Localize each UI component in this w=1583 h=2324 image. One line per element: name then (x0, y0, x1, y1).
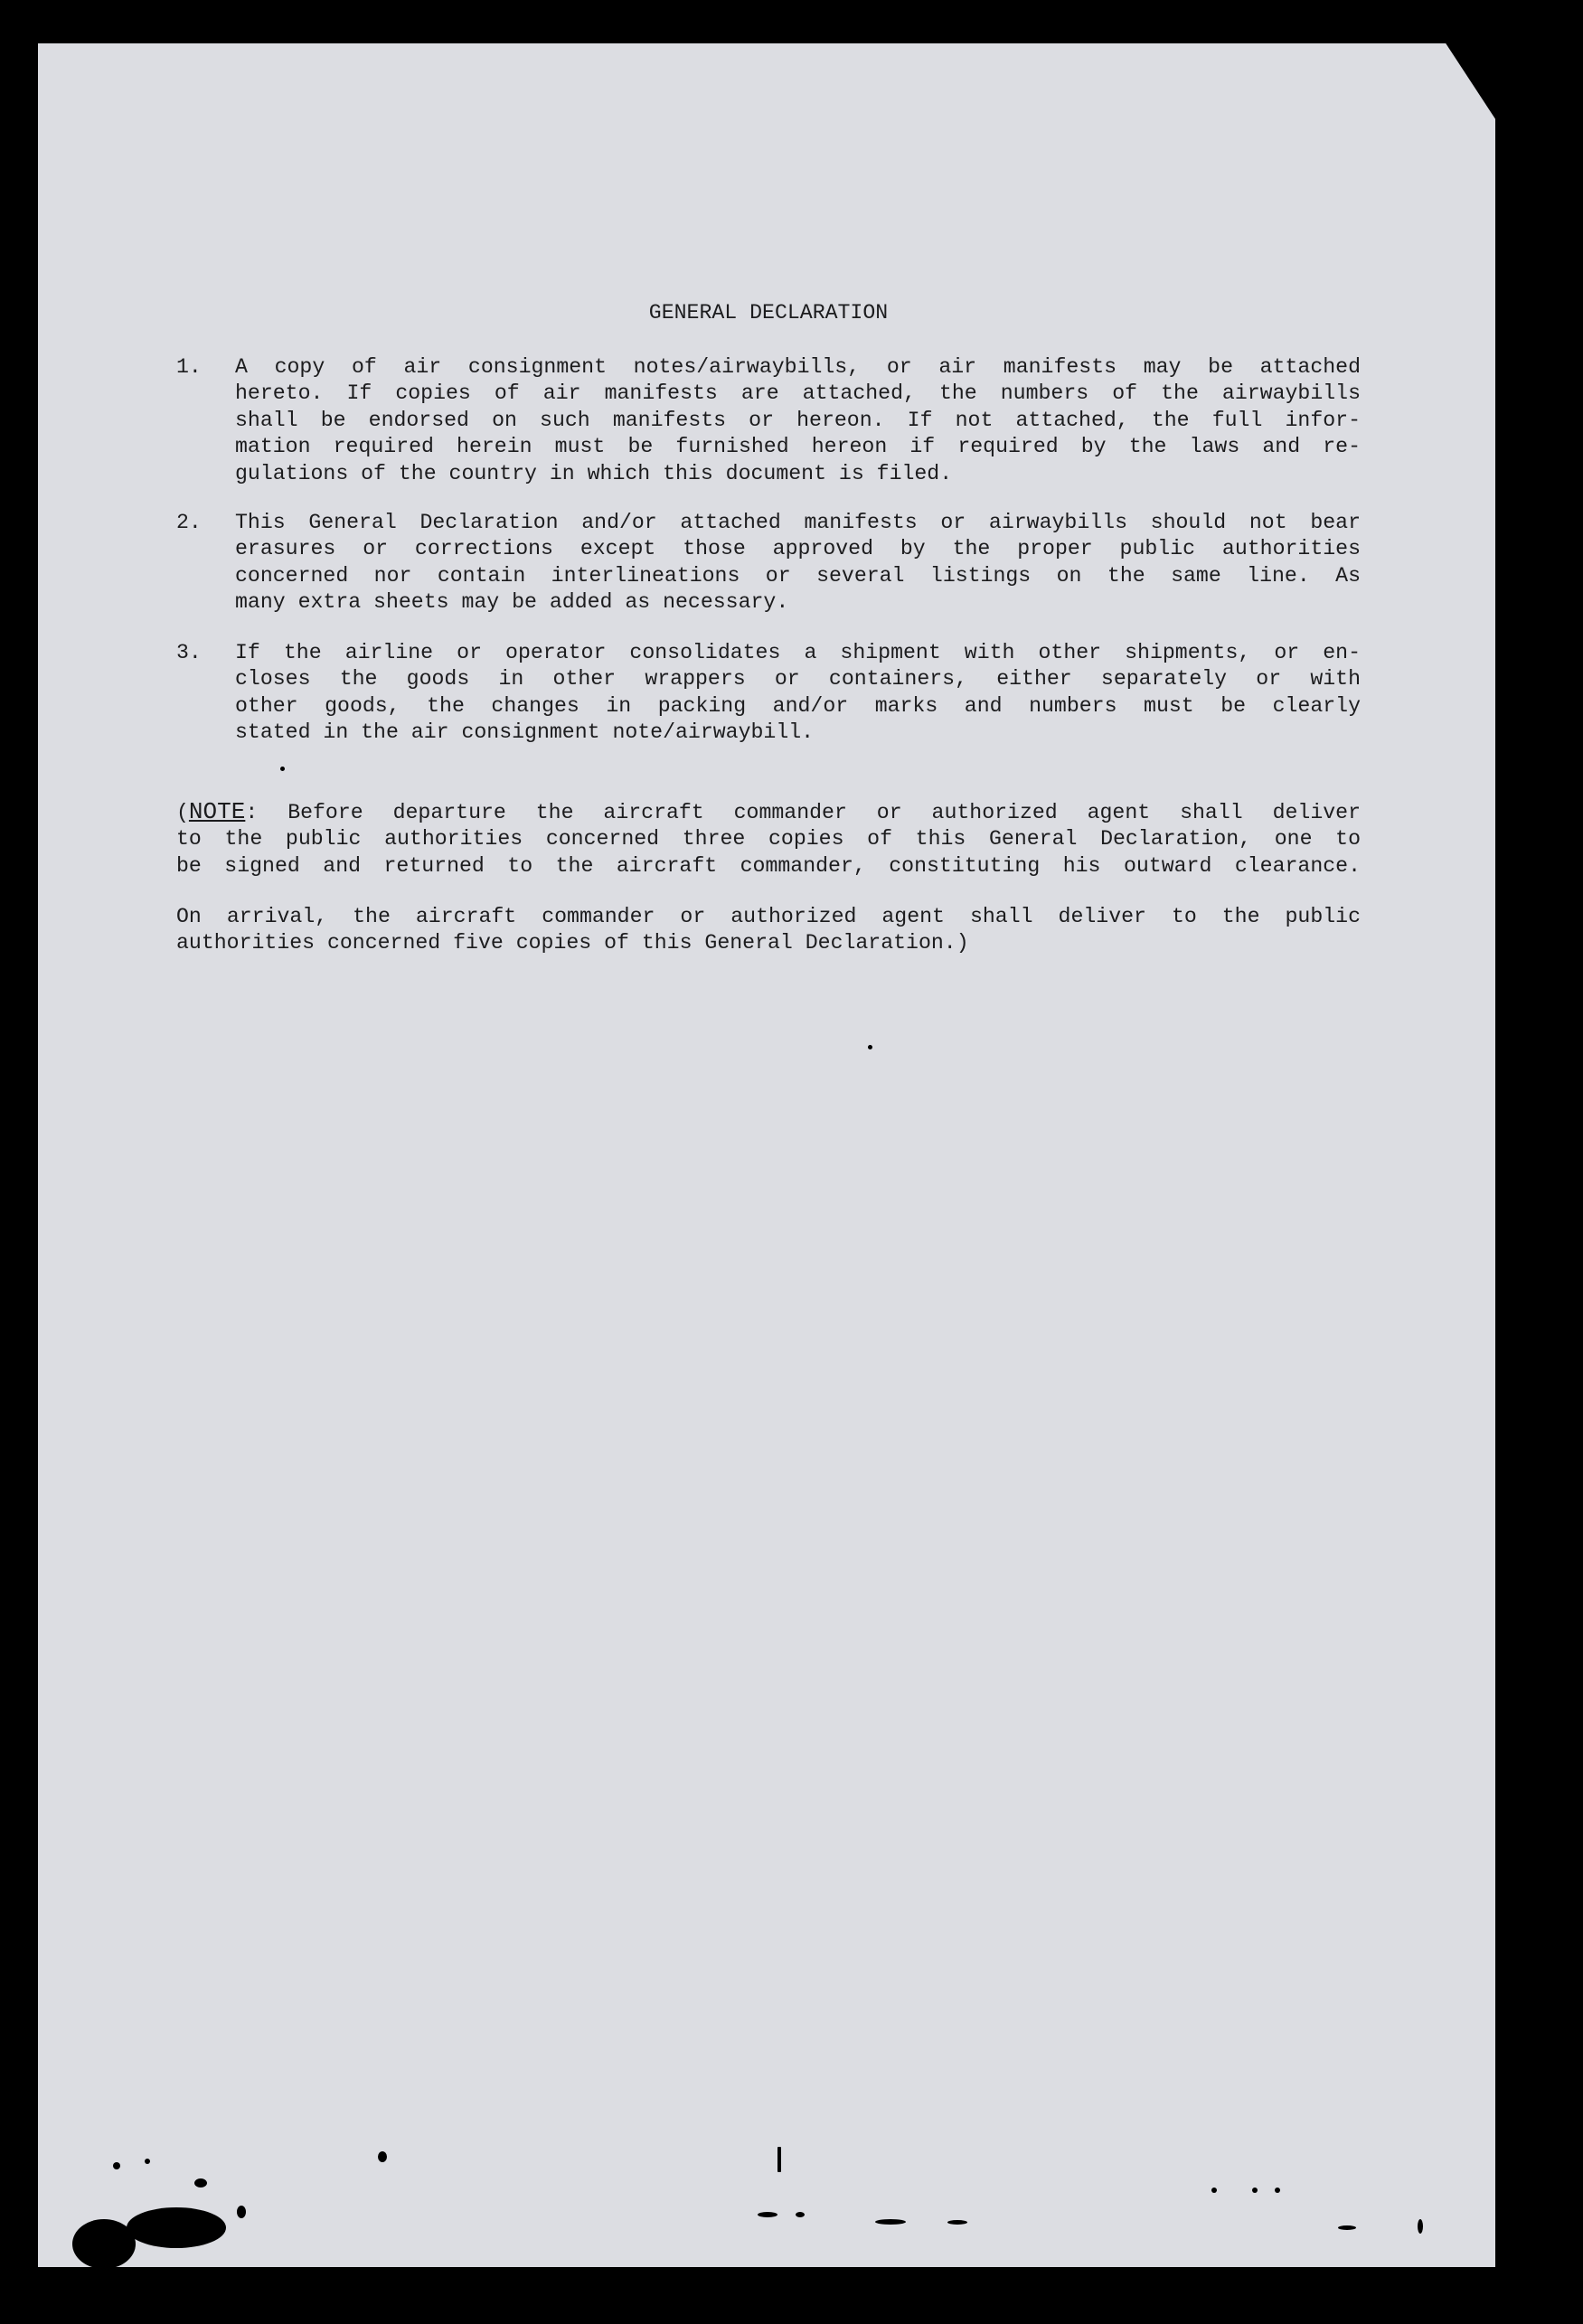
scan-speck (1338, 2225, 1356, 2230)
item-line: A copy of air consignment notes/airwaybills, or air manifests may be attached (235, 355, 1361, 379)
item-text (235, 354, 1361, 487)
note-open-paren: ( (176, 801, 189, 824)
scan-speck (237, 2206, 246, 2218)
arrival-line: authorities concerned five copies of this General Declaration.) (176, 931, 969, 955)
scan-speck (194, 2178, 207, 2188)
scan-speck (378, 2151, 387, 2162)
item-line: stated in the air consignment note/airwaybill. (235, 720, 815, 745)
arrival-note (176, 904, 1361, 957)
scan-speck (1252, 2188, 1258, 2193)
scan-speck (947, 2220, 967, 2225)
note-colon: : (245, 801, 259, 824)
item-line: gulations of the country in which this document is filed. (235, 461, 953, 485)
item-line: closes the goods in other wrappers or containers, either separately or with (235, 667, 1361, 692)
note-line: to the public authorities concerned three copies of this General Declaration, one to (176, 827, 1361, 852)
item-line: concerned nor contain interlineations or several listings on the same line. As (235, 563, 1361, 588)
item-line: erasures or corrections except those approved by the proper public authorities (235, 537, 1361, 561)
scan-speck (1211, 2188, 1217, 2193)
item-line: If the airline or operator consolidates a shipment with other shipments, or en- (235, 641, 1361, 664)
scan-speck (113, 2162, 120, 2169)
arrival-line: On arrival, the aircraft commander or authorized agent shall deliver to the public (176, 905, 1361, 928)
item-number: 2. (176, 511, 202, 534)
scan-speck (127, 2207, 226, 2248)
item-text (235, 510, 1361, 616)
item-text (235, 640, 1361, 747)
item-number: 1. (176, 355, 202, 379)
item-line: hereto. If copies of air manifests are attached, the numbers of the airwaybills (235, 381, 1361, 406)
scan-speck (777, 2147, 781, 2172)
item-line: other goods, the changes in packing and/or marks and numbers must be clearly (235, 693, 1361, 718)
departure-note (176, 799, 1361, 880)
document-title: GENERAL DECLARATION (648, 301, 889, 325)
scan-speck (1275, 2188, 1280, 2193)
declaration-item-1 (176, 354, 1361, 487)
note-line: be signed and returned to the aircraft commander, constituting his outward clearance. (176, 853, 1361, 878)
item-line: many extra sheets may be added as necessary. (235, 590, 789, 615)
scan-speck (796, 2212, 805, 2217)
scan-speck (875, 2219, 906, 2225)
scan-speck (868, 1045, 872, 1049)
scan-speck (758, 2212, 777, 2217)
note-label: NOTE (188, 798, 246, 825)
scan-speck (1418, 2219, 1423, 2234)
item-line: shall be endorsed on such manifests or hereon. If not attached, the full infor- (235, 408, 1361, 432)
scan-speck (145, 2159, 150, 2164)
declaration-item-2 (176, 510, 1361, 616)
note-first-line (176, 799, 1361, 826)
scan-speck (280, 767, 285, 771)
note-line-rest: Before departure the aircraft commander or authorized agent shall deliver (287, 801, 1361, 824)
item-number: 3. (176, 641, 202, 664)
declaration-item-3 (176, 640, 1361, 747)
item-line: This General Declaration and/or attached manifests or airwaybills should not bear (235, 511, 1361, 534)
item-line: mation required herein must be furnished hereon if required by the laws and re- (235, 435, 1361, 459)
